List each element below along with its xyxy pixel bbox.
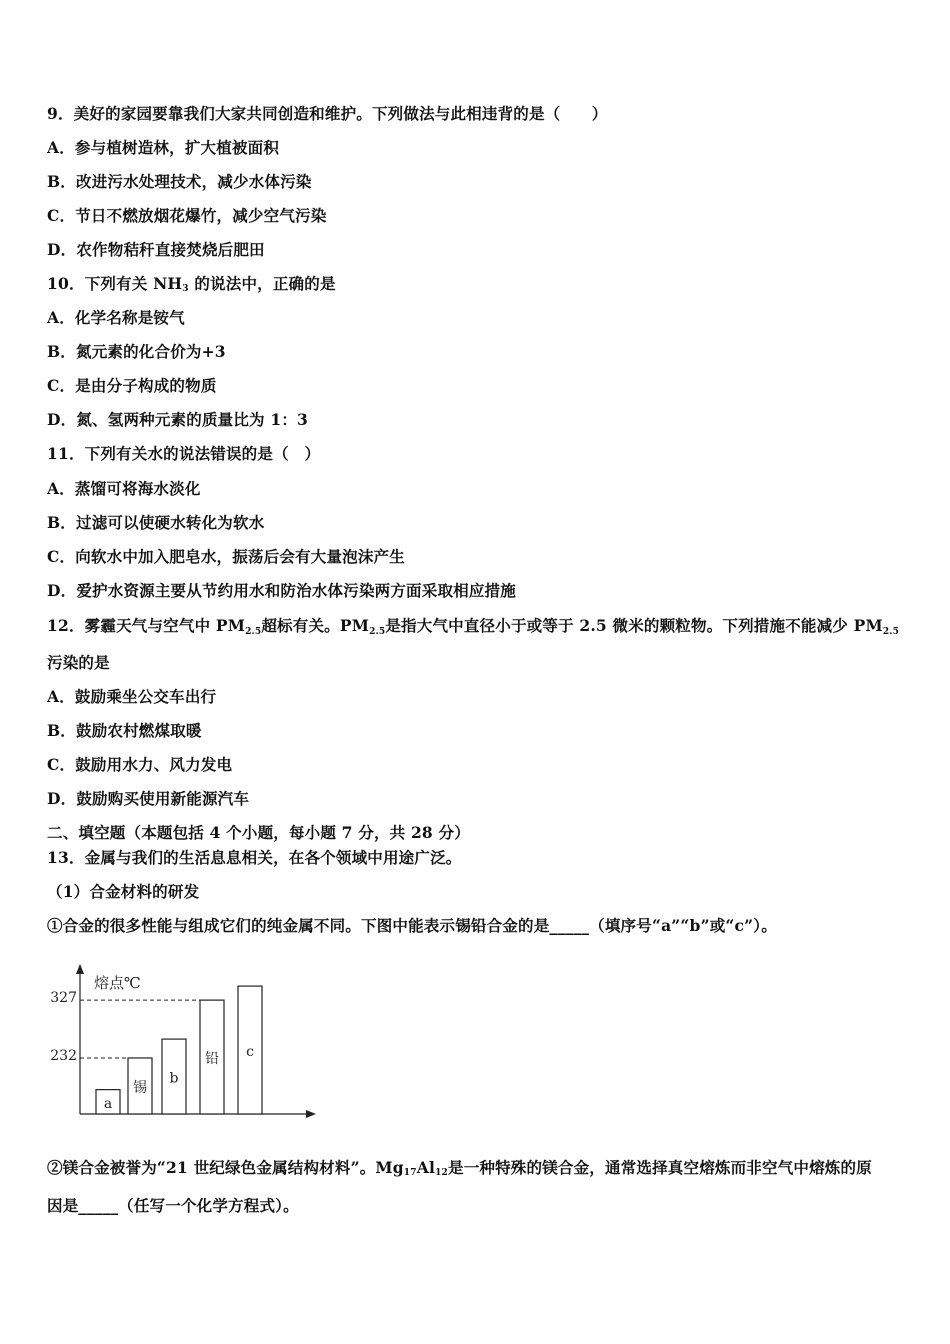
q13-item2-part2: Al (416, 1158, 436, 1177)
q12-option-c: C．鼓励用水力、风力发电 (47, 755, 233, 774)
y-axis-label: 熔点℃ (94, 974, 141, 992)
y-tick-label-1: 232 (50, 1047, 77, 1064)
q10-option-c: C．是由分子构成的物质 (47, 376, 217, 395)
q9-option-d: D．农作物秸秆直接焚烧后肥田 (47, 240, 265, 259)
melting-point-chart (50, 960, 330, 1125)
q12-option-b: B．鼓励农村燃煤取暖 (47, 721, 202, 740)
bar-label-3: 铅 (205, 1051, 219, 1068)
bar-label-1: 锡 (133, 1079, 147, 1096)
q13-item2-part3: 是一种特殊的镁合金，通常选择真空熔炼而非空气中熔炼的原 (448, 1158, 872, 1177)
q12-sub-3: 2.5 (882, 627, 900, 637)
q12-part2: 超标有关。PM (261, 616, 370, 635)
q9-option-a: A．参与植树造林，扩大植被面积 (47, 138, 280, 157)
q13-item2 (47, 1156, 872, 1178)
q13-part1: （1）合金材料的研发 (47, 882, 200, 901)
q10-stem-sub: 3 (182, 284, 189, 294)
q10-stem-pre: 10．下列有关 NH (47, 274, 183, 293)
q10-stem (47, 272, 336, 294)
q12-sub-2: 2.5 (369, 627, 386, 637)
bar-label-2: b (169, 1070, 179, 1087)
q13-item2-line2: 因是_____（任写一个化学方程式）。 (47, 1196, 299, 1215)
q10-option-a: A．化学名称是铵气 (47, 308, 185, 327)
bar-label-4: c (246, 1044, 254, 1061)
q12-part3: 是指大气中直径小于或等于 2.5 微米的颗粒物。下列措施不能减少 PM (385, 616, 883, 635)
q10-stem-post: 的说法中，正确的是 (188, 274, 336, 293)
q12-option-d: D．鼓励购买使用新能源汽车 (47, 789, 250, 808)
q11-option-a: A．蒸馏可将海水淡化 (47, 479, 201, 498)
q11-option-d: D．爱护水资源主要从节约用水和防治水体污染两方面采取相应措施 (47, 581, 516, 600)
q9-stem: 9．美好的家园要靠我们大家共同创造和维护。下列做法与此相违背的是（ ） (47, 104, 608, 123)
q12-sub-1: 2.5 (245, 627, 262, 637)
q11-option-b: B．过滤可以使硬水转化为软水 (47, 513, 265, 532)
q11-option-c: C．向软水中加入肥皂水，振荡后会有大量泡沫产生 (47, 547, 405, 566)
q12-part1: 12．雾霾天气与空气中 PM (47, 616, 246, 635)
q10-option-d: D．氮、氢两种元素的质量比为 1：3 (47, 410, 309, 429)
section-heading: 二、填空题（本题包括 4 个小题，每小题 7 分，共 28 分） (47, 823, 470, 842)
y-axis-arrow (76, 964, 84, 974)
q9-option-c: C．节日不燃放烟花爆竹，减少空气污染 (47, 206, 327, 225)
q13-item2-sub2: 12 (435, 1168, 448, 1178)
x-axis-arrow (306, 1110, 316, 1118)
q13-item2-sub1: 17 (403, 1168, 417, 1178)
q11-stem: 11．下列有关水的说法错误的是（ ） (47, 444, 321, 463)
q12-stem (47, 614, 899, 637)
chart-bars (96, 986, 262, 1114)
q9-option-b: B．改进污水处理技术，减少水体污染 (47, 172, 312, 191)
q10-option-b: B．氮元素的化合价为+3 (47, 342, 226, 361)
bar-label-0: a (103, 1095, 113, 1112)
q12-option-a: A．鼓励乘坐公交车出行 (47, 687, 217, 706)
q13-stem: 13．金属与我们的生活息息相关，在各个领域中用途广泛。 (47, 848, 462, 867)
y-tick-label-0: 327 (50, 990, 77, 1007)
q13-item2-part1: ②镁合金被誉为“21 世纪绿色金属结构材料”。Mg (47, 1158, 404, 1177)
q12-stem-line2: 污染的是 (47, 653, 110, 672)
q13-item1: ①合金的很多性能与组成它们的纯金属不同。下图中能表示锡铅合金的是_____（填序号“a”“b”或“c”）。 (47, 916, 777, 935)
